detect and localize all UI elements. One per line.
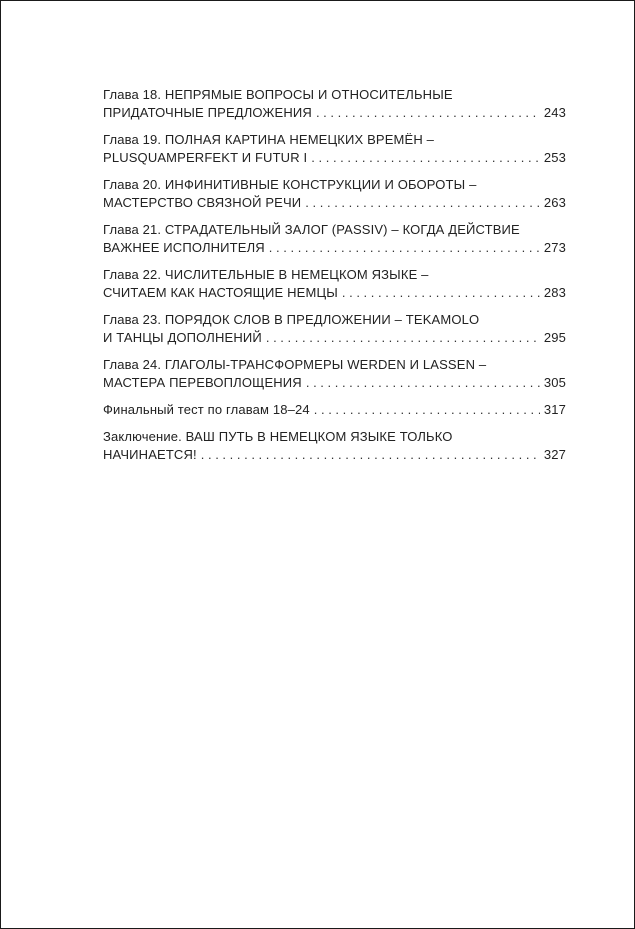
- toc-page-number: 327: [543, 447, 566, 462]
- toc-entry-chapter-24[interactable]: [103, 356, 566, 392]
- toc-entry-title-end: ВАЖНЕЕ ИСПОЛНИТЕЛЯ: [103, 240, 265, 255]
- dot-leader: [311, 149, 540, 167]
- toc-entry-chapter-18[interactable]: [103, 86, 566, 122]
- toc-entry-title-end: PLUSQUAMPERFEKT И FUTUR I: [103, 150, 308, 165]
- dot-leader: [201, 446, 540, 464]
- toc-entry-title: Глава 21. СТРАДАТЕЛЬНЫЙ ЗАЛОГ (PASSIV) – КОГДА ДЕЙСТВИЕ: [103, 222, 520, 237]
- toc-entry-last-line: [103, 446, 566, 464]
- toc-entry-last-line: [103, 401, 566, 419]
- toc-entry-title-end: И ТАНЦЫ ДОПОЛНЕНИЙ: [103, 330, 262, 345]
- toc-entry-last-line: [103, 239, 566, 257]
- toc-entry-last-line: [103, 329, 566, 347]
- toc-page-number: 243: [543, 105, 566, 120]
- toc-entry-chapter-22[interactable]: [103, 266, 566, 302]
- toc-entry-title: Глава 20. ИНФИНИТИВНЫЕ КОНСТРУКЦИИ И ОБОРОТЫ –: [103, 177, 477, 192]
- toc-entry-last-line: [103, 374, 566, 392]
- toc-entry-title-end: МАСТЕРСТВО СВЯЗНОЙ РЕЧИ: [103, 195, 302, 210]
- dot-leader: [306, 374, 540, 392]
- toc-entry-title: Глава 23. ПОРЯДОК СЛОВ В ПРЕДЛОЖЕНИИ – TEKAMOLO: [103, 312, 480, 327]
- toc-entry-chapter-23[interactable]: [103, 311, 566, 347]
- toc-entry-chapter-19[interactable]: [103, 131, 566, 167]
- toc-entry-conclusion[interactable]: [103, 428, 566, 464]
- toc-entry-final-test[interactable]: [103, 401, 566, 419]
- toc-page-number: 295: [543, 330, 566, 345]
- toc-entry-title-end: МАСТЕРА ПЕРЕВОПЛОЩЕНИЯ: [103, 375, 302, 390]
- dot-leader: [314, 401, 540, 419]
- toc-entry-chapter-21[interactable]: [103, 221, 566, 257]
- toc-entry-last-line: [103, 149, 566, 167]
- toc-entry-last-line: [103, 284, 566, 302]
- dot-leader: [266, 329, 540, 347]
- table-of-contents: [103, 86, 566, 473]
- toc-entry-title: Глава 19. ПОЛНАЯ КАРТИНА НЕМЕЦКИХ ВРЕМЁН –: [103, 132, 435, 147]
- toc-page-number: 253: [543, 150, 566, 165]
- toc-entry-last-line: [103, 104, 566, 122]
- toc-entry-last-line: [103, 194, 566, 212]
- toc-entry-title-end: НАЧИНАЕТСЯ!: [103, 447, 197, 462]
- toc-entry-title-end: ПРИДАТОЧНЫЕ ПРЕДЛОЖЕНИЯ: [103, 105, 312, 120]
- toc-entry-chapter-20[interactable]: [103, 176, 566, 212]
- dot-leader: [316, 104, 540, 122]
- toc-entry-title: Глава 18. НЕПРЯМЫЕ ВОПРОСЫ И ОТНОСИТЕЛЬНЫЕ: [103, 87, 453, 102]
- toc-entry-title-end: Финальный тест по главам 18–24: [103, 402, 310, 417]
- toc-entry-title: Глава 24. ГЛАГОЛЫ-ТРАНСФОРМЕРЫ WERDEN И LASSEN –: [103, 357, 487, 372]
- toc-page-number: 317: [543, 402, 566, 417]
- toc-entry-title-end: СЧИТАЕМ КАК НАСТОЯЩИЕ НЕМЦЫ: [103, 285, 338, 300]
- toc-page-number: 273: [543, 240, 566, 255]
- dot-leader: [342, 284, 540, 302]
- dot-leader: [269, 239, 540, 257]
- toc-page-number: 305: [543, 375, 566, 390]
- toc-entry-title: Глава 22. ЧИСЛИТЕЛЬНЫЕ В НЕМЕЦКОМ ЯЗЫКЕ –: [103, 267, 429, 282]
- toc-page-number: 263: [543, 195, 566, 210]
- toc-entry-title: Заключение. ВАШ ПУТЬ В НЕМЕЦКОМ ЯЗЫКЕ ТОЛЬКО: [103, 429, 453, 444]
- toc-page-number: 283: [543, 285, 566, 300]
- dot-leader: [305, 194, 540, 212]
